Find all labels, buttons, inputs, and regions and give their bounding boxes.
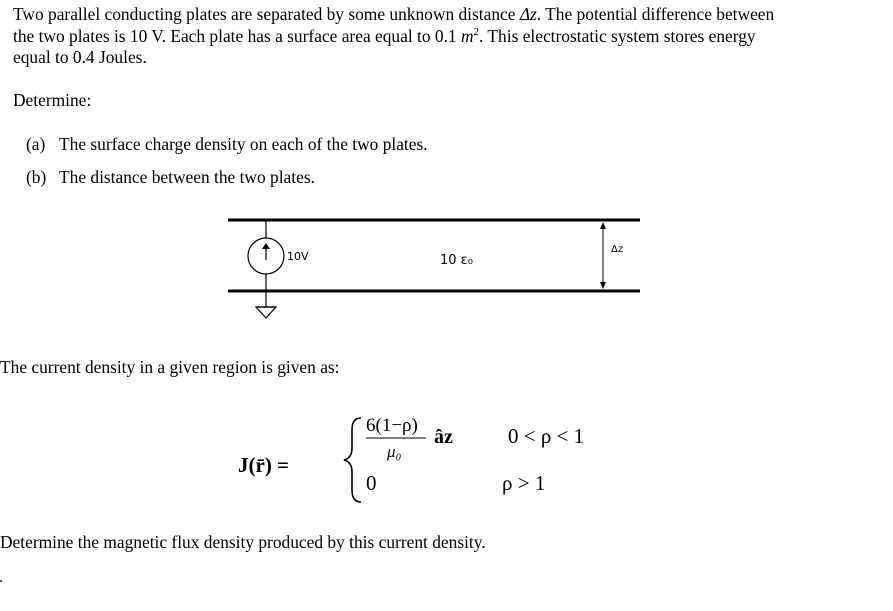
question-item-a — [26, 134, 428, 155]
left-brace — [344, 418, 361, 502]
equation-lhs: J(r̄) = — [238, 453, 290, 477]
item-label: (b) — [26, 167, 47, 187]
problem1-line2 — [13, 26, 893, 48]
text-fragment: Two parallel conducting plates are separated by some unknown distance — [13, 4, 520, 24]
case1-denominator: μ₀ — [387, 442, 402, 461]
item-label: (a) — [26, 134, 46, 154]
problem1-line1 — [13, 4, 893, 26]
ground-icon — [256, 307, 276, 318]
case1-unit-vector: âz — [434, 426, 453, 448]
item-text: The surface charge density on each of the two plates. — [59, 134, 428, 154]
problem2-intro: The current density in a given region is given as: — [0, 357, 340, 377]
gap-arrow-up-icon — [600, 222, 606, 229]
text-fragment: . The potential difference between — [536, 4, 775, 24]
current-density-equation — [238, 410, 658, 510]
question-item-b — [26, 167, 315, 188]
problem1-line3: equal to 0.4 Joules. — [13, 47, 147, 67]
permittivity-label: 10 ε₀ — [440, 253, 473, 268]
gap-label: Δz — [611, 244, 624, 255]
text-fragment: . This electrostatic system stores energy — [479, 25, 756, 46]
source-voltage-label: 10V — [287, 250, 309, 263]
delta-z-symbol: Δz — [519, 4, 537, 24]
unit-m: m — [460, 25, 474, 46]
item-text: The distance between the two plates. — [59, 167, 315, 187]
stray-mark — [0, 580, 2, 582]
case1-condition: 0 < ρ < 1 — [508, 424, 585, 448]
determine-heading: Determine: — [13, 90, 92, 110]
gap-arrow-down-icon — [600, 282, 606, 289]
text-fragment: the two plates is 10 V. Each plate has a surface area equal to 0.1 — [13, 25, 461, 46]
problem1-statement — [13, 4, 893, 69]
case2-value: 0 — [366, 471, 377, 495]
capacitor-diagram — [0, 200, 893, 330]
case2-condition: ρ > 1 — [502, 471, 546, 495]
problem2-question: Determine the magnetic flux density produced by this current density. — [0, 532, 486, 552]
exponent: 2 — [473, 25, 480, 38]
case1-numerator: 6(1−ρ) — [366, 415, 418, 436]
